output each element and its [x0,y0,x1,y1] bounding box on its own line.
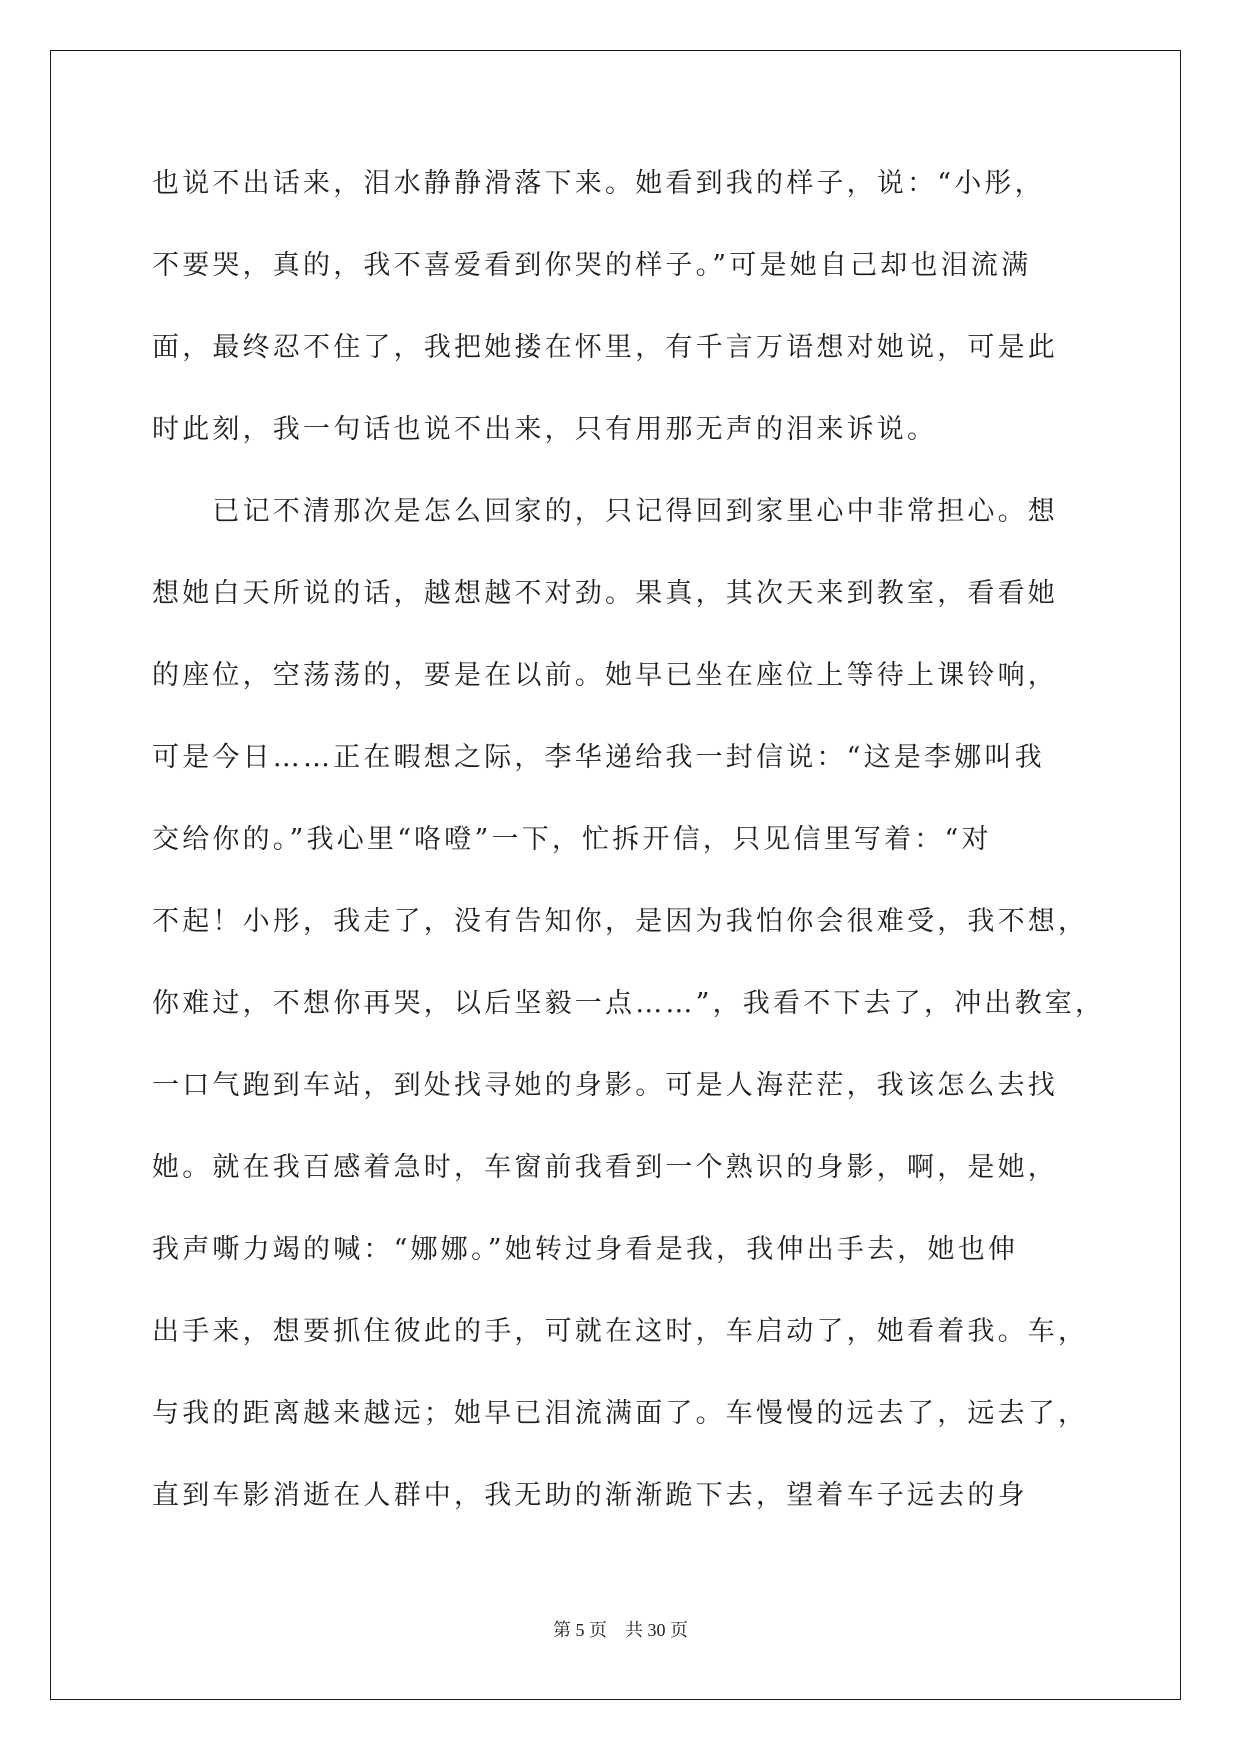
body-line-7: 的座位，空荡荡的，要是在以前。她早已坐在座位上等待上课铃响， [152,660,1058,691]
body-line-4: 时此刻，我一句话也说不出来，只有用那无声的泪来诉说。 [152,414,938,445]
page-number-footer: 第 5 页 共 30 页 [553,1620,688,1640]
body-line-12: 一口气跑到车站，到处找寻她的身影。可是人海茫茫，我该怎么去找 [152,1070,1058,1101]
body-line-8: 可是今日……正在暇想之际，李华递给我一封信说：“这是李娜叫我 [152,742,1045,773]
body-line-10: 不起！小彤，我走了，没有告知你，是因为我怕你会很难受，我不想， [152,906,1089,937]
page-border [50,50,1181,1700]
body-line-6: 想她白天所说的话，越想越不对劲。果真，其次天来到教室，看看她 [152,578,1058,609]
body-line-3: 面，最终忍不住了，我把她搂在怀里，有千言万语想对她说，可是此 [152,332,1058,363]
body-line-13: 她。就在我百感着急时，车窗前我看到一个熟识的身影，啊，是她， [152,1152,1058,1183]
body-line-11: 你难过，不想你再哭，以后坚毅一点……”，我看不下去了，冲出教室， [152,988,1106,1019]
body-line-14: 我声嘶力竭的喊：“娜娜。”她转过身看是我，我伸出手去，她也伸 [152,1234,1019,1265]
body-line-15: 出手来，想要抓住彼此的手，可就在这时，车启动了，她看着我。车， [152,1316,1089,1347]
body-line-2: 不要哭，真的，我不喜爱看到你哭的样子。”可是她自己却也泪流满 [152,250,1032,281]
body-line-1: 也说不出话来，泪水静静滑落下来。她看到我的样子，说：“小彤， [152,168,1045,199]
body-line-17: 直到车影消逝在人群中，我无助的渐渐跪下去，望着车子远去的身 [152,1480,1028,1511]
body-line-5: 已记不清那次是怎么回家的，只记得回到家里心中非常担心。想 [152,496,1058,527]
body-line-16: 与我的距离越来越远；她早已泪流满面了。车慢慢的远去了，远去了， [152,1398,1089,1429]
body-line-9: 交给你的。”我心里“咯噔”一下，忙拆开信，只见信里写着：“对 [152,824,992,855]
